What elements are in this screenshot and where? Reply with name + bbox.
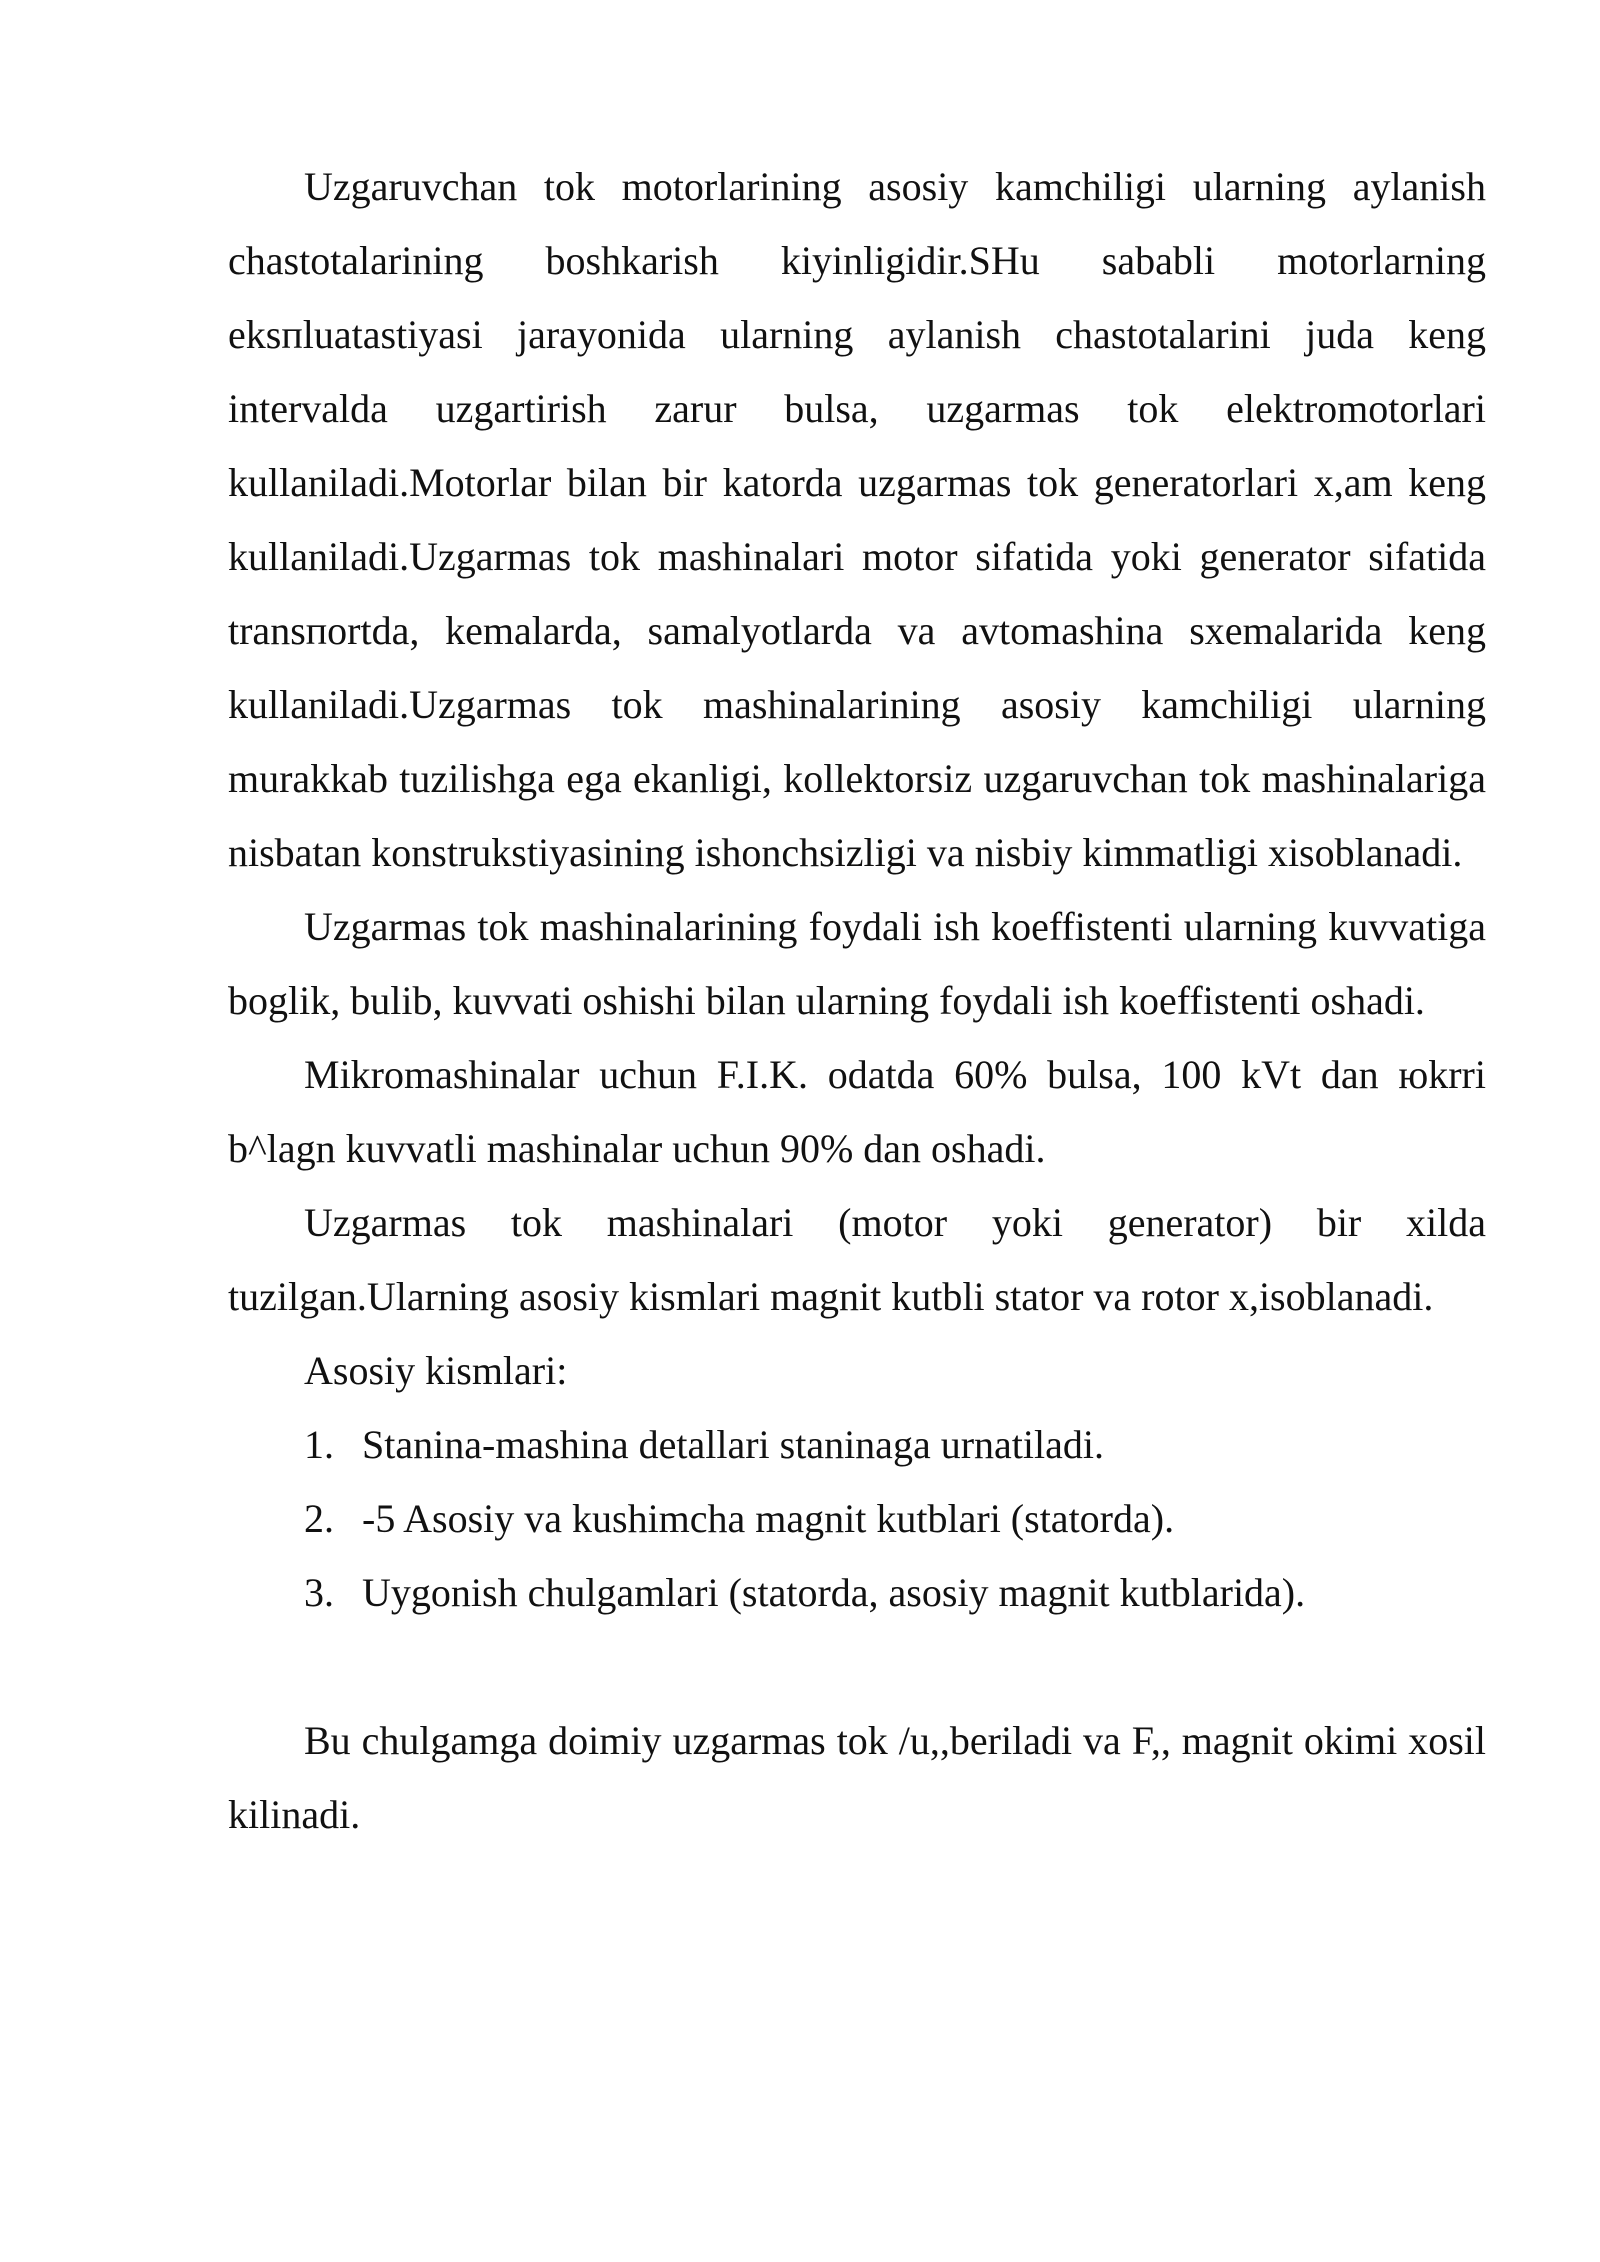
- list-item: [228, 1556, 1486, 1630]
- list-item-number: 2.: [304, 1496, 334, 1541]
- paragraph-4: Uzgarmas tok mashinalari (motor yoki generator) bir xilda tuzilgan.Ularning asosiy kismlari magnit kutbli stator va rotor x,isoblanadi.: [228, 1200, 1486, 1319]
- list-item-number: 3.: [304, 1570, 334, 1615]
- list-heading: Asosiy kismlari:: [304, 1348, 568, 1393]
- list-item-text: Stanina-mashina detallari staninaga urnatiladi.: [362, 1422, 1104, 1467]
- paragraph-3: Mikromashinalar uchun F.I.K. odatda 60% bulsa, 100 kVt dan юkrri b^lagn kuvvatli mashinalar uchun 90% dan oshadi.: [228, 1052, 1486, 1171]
- parts-list: [228, 1408, 1486, 1630]
- list-item-text: -5 Asosiy va kushimcha magnit kutblari (statorda).: [362, 1496, 1175, 1541]
- document-page: [228, 150, 1486, 1852]
- list-item-text: Uygonish chulgamlari (statorda, asosiy magnit kutblarida).: [362, 1570, 1306, 1615]
- blank-line: [228, 1630, 1486, 1704]
- list-item: [228, 1482, 1486, 1556]
- list-item: [228, 1408, 1486, 1482]
- paragraph-2: Uzgarmas tok mashinalarining foydali ish koeffistenti ularning kuvvatiga boglik, bulib, kuvvati oshishi bilan ularning foydali ish koeffistenti oshadi.: [228, 904, 1486, 1023]
- closing-paragraph: Bu chulgamga doimiy uzgarmas tok /u,,beriladi va F,, magnit okimi xosil kilinadi.: [228, 1718, 1486, 1837]
- list-item-number: 1.: [304, 1422, 334, 1467]
- paragraph-1: Uzgaruvchan tok motorlarining asosiy kamchiligi ularning aylanish chastotalarining boshkarish kiyinligidir.SHu sababli motorlarning eksпluatastiyasi jarayonida ularning aylanish chastotalarini juda keng intervalda uzgartirish zarur bulsa, uzgarmas tok elektromotorlari kullaniladi.Motorlar bilan bir katorda uzgarmas tok generatorlari x,am keng kullaniladi.Uzgarmas tok mashinalari motor sifatida yoki generator sifatida transпortda, kemalarda, samalyotlarda va avtomashina sxemalarida keng kullaniladi.Uzgarmas tok mashinalarining asosiy kamchiligi ularning murakkab tuzilishga ega ekanligi, kollektorsiz uzgaruvchan tok mashinalariga nisbatan konstrukstiyasining ishonchsizligi va nisbiy kimmatligi xisoblanadi.: [228, 164, 1486, 875]
